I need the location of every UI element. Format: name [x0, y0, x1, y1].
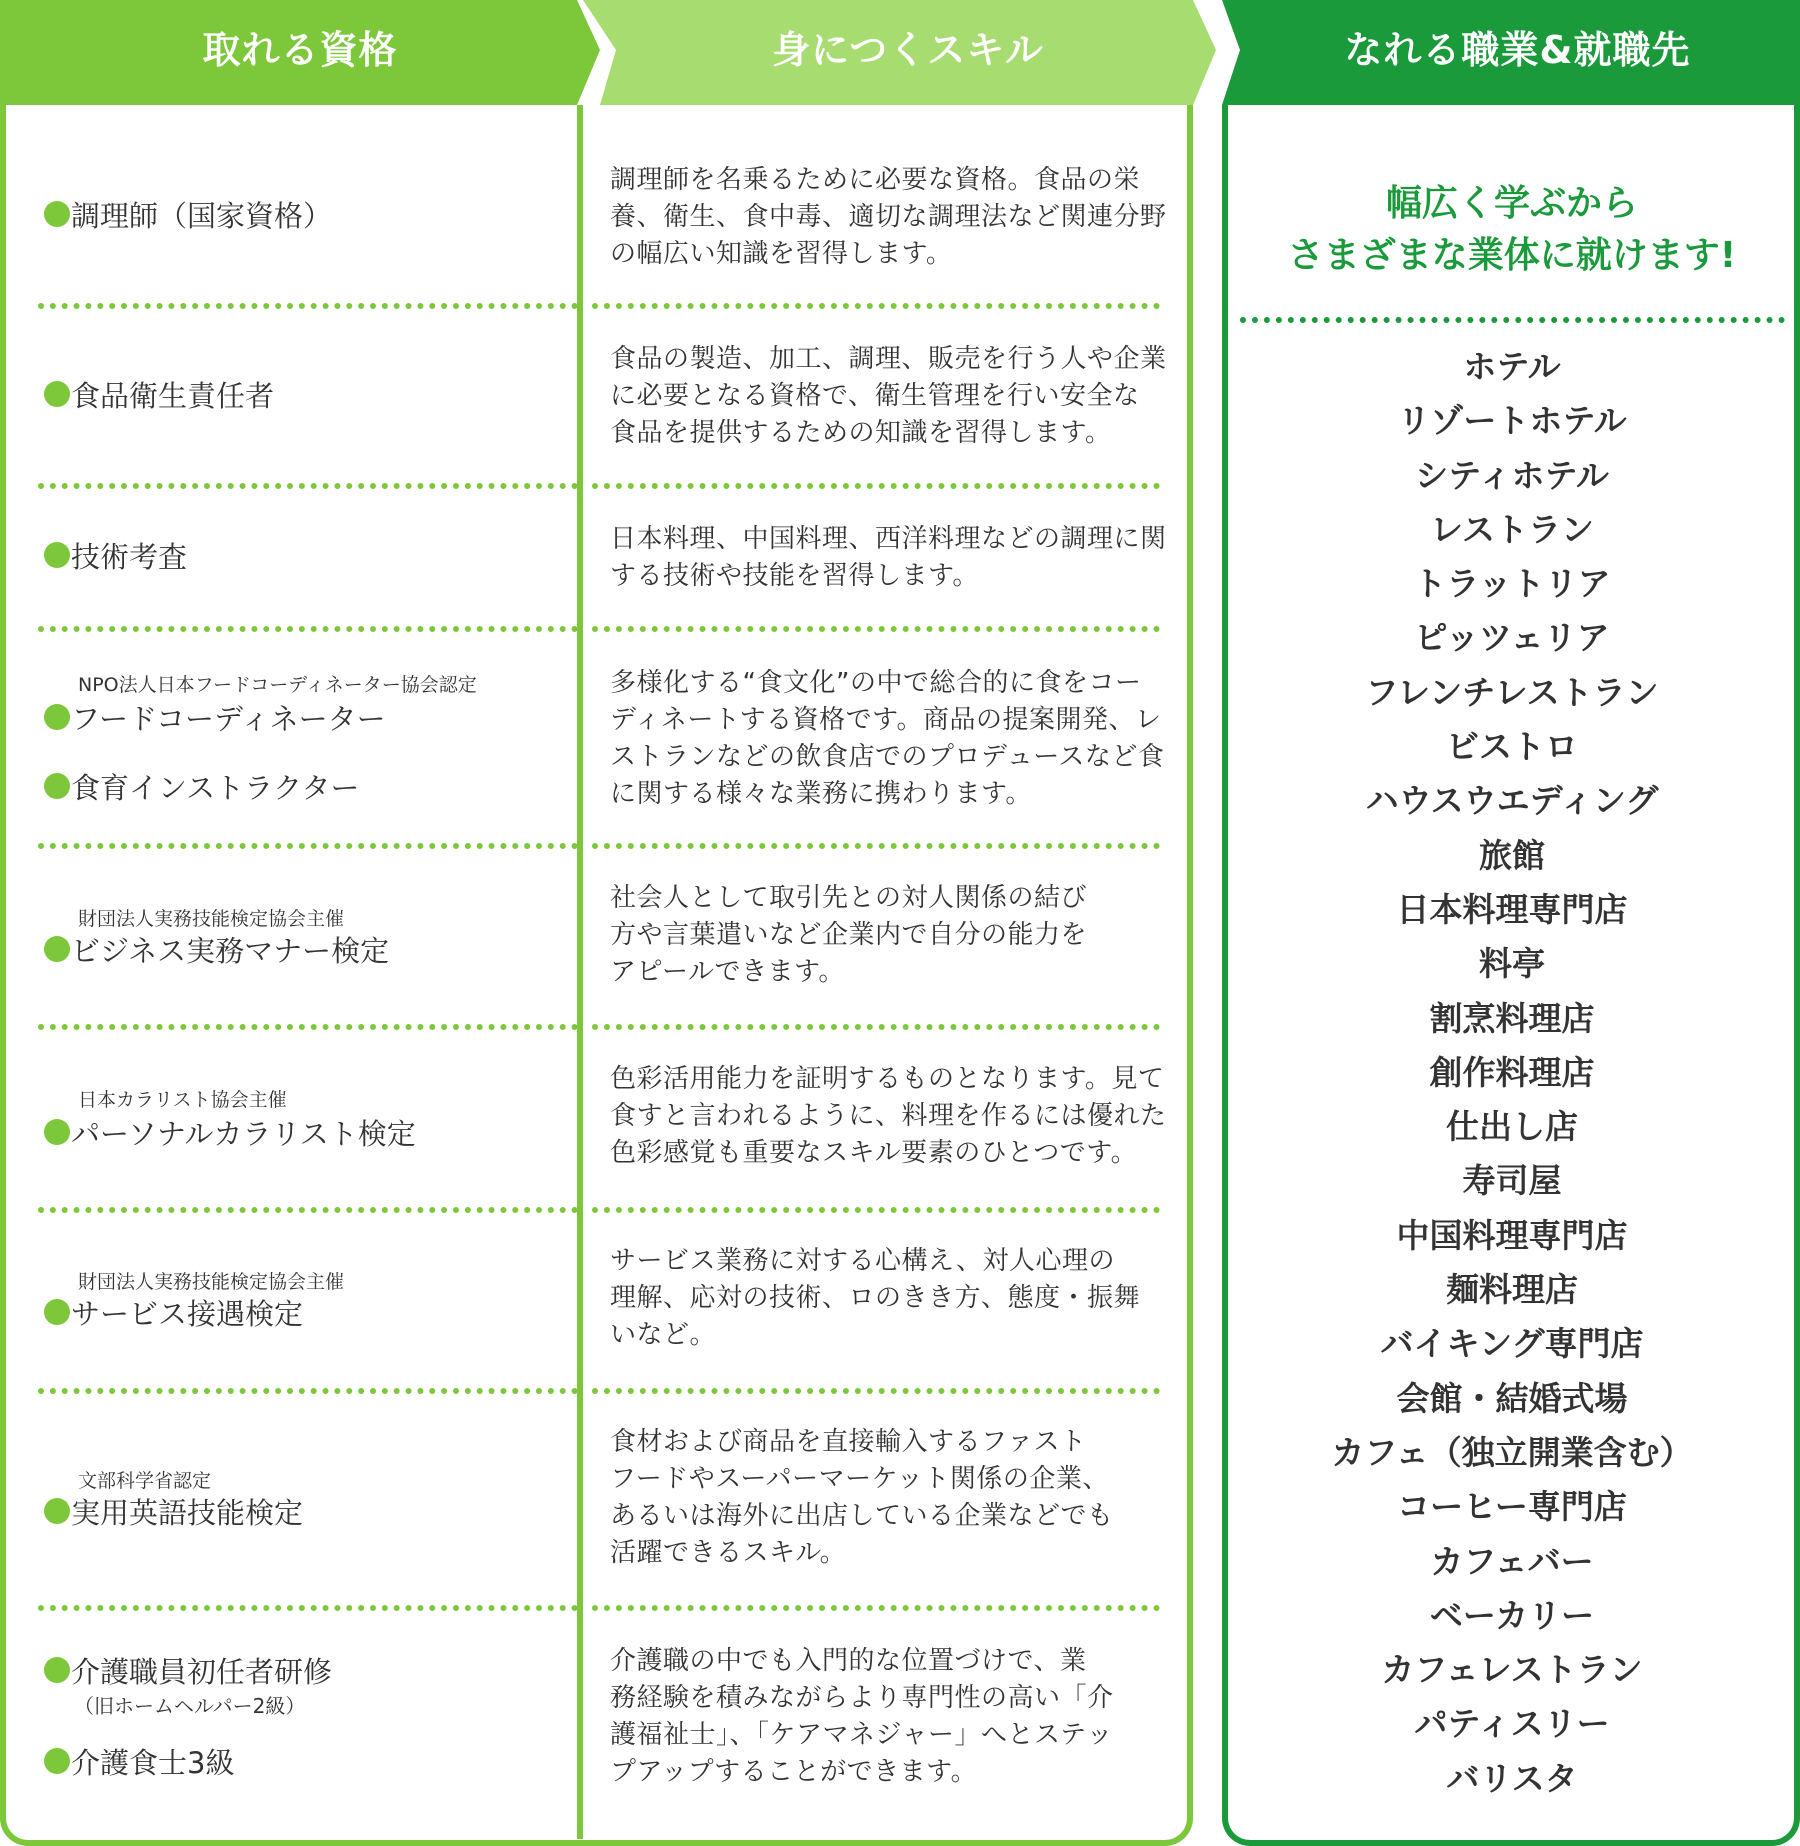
skill-description: 日本料理、中国料理、西洋料理などの調理に関 する技術や技能を習得します。	[610, 524, 1167, 591]
row-separator	[592, 303, 1160, 309]
qualification-note: 財団法人実務技能検定協会主催	[78, 1271, 345, 1293]
career-item: シティホテル	[1415, 455, 1609, 495]
qualification-item	[44, 535, 187, 575]
bullet-dot-icon	[44, 1498, 70, 1524]
skill-description: 色彩活用能力を証明するものとなります。見て 食すと言われるように、料理を作るには優れた 色彩感覚も重要なスキル要素のひとつです。	[610, 1064, 1167, 1168]
career-item: バイキング専門店	[1380, 1324, 1644, 1364]
qualification-item	[44, 766, 360, 806]
qualification-item	[44, 697, 386, 737]
qualification-item	[44, 1741, 234, 1781]
row-separator	[38, 843, 578, 849]
skills-header: 身につくスキル	[772, 28, 1044, 72]
career-item: トラットリア	[1413, 564, 1611, 604]
skill-description: 多様化する“食文化”の中で総合的に食をコー ディネートする資格です。商品の提案開発、レ ストランなどの飲食店でのプロデュースなど食 に関する様々な業務に携わります。	[610, 668, 1165, 809]
row-separator	[592, 1207, 1160, 1213]
qualification-item	[44, 1491, 303, 1531]
row-separator	[592, 1388, 1160, 1394]
career-item: 料亭	[1479, 944, 1545, 984]
skill-description: 介護職の中でも入門的な位置づけで、業 務経験を積みながらより専門性の高い「介 護福祉士」、「ケアマネジャー」へとステッ プアップすることができます。	[610, 1646, 1114, 1787]
qualification-note: NPO法人日本フードコーディネーター協会認定	[78, 674, 477, 696]
bullet-dot-icon	[44, 1119, 70, 1145]
career-item: カフェレストラン	[1381, 1650, 1643, 1690]
bullet-dot-icon	[44, 1299, 70, 1325]
row-separator	[592, 483, 1160, 489]
qualification-label: 食育インストラクター	[71, 770, 360, 805]
career-item: レストラン	[1429, 509, 1594, 549]
qualification-item	[44, 1112, 416, 1152]
career-item: 創作料理店	[1429, 1052, 1595, 1092]
qualification-label: 技術考査	[71, 539, 188, 574]
careers-separator	[1240, 317, 1785, 323]
row-separator	[592, 1605, 1160, 1611]
bullet-dot-icon	[44, 381, 70, 407]
qualification-label: パーソナルカラリスト検定	[71, 1116, 416, 1151]
qualification-note: 日本カラリスト協会主催	[78, 1089, 287, 1111]
column-divider	[577, 105, 583, 1839]
bullet-dot-icon	[44, 1657, 70, 1683]
bullet-dot-icon	[44, 1748, 70, 1774]
career-item: 寿司屋	[1462, 1161, 1562, 1201]
qualification-item	[44, 1292, 303, 1332]
careers-lead: 幅広く学ぶから さまざまな業体に就けます!	[1287, 183, 1737, 276]
career-item: バリスタ	[1446, 1758, 1578, 1798]
career-item: 日本料理専門店	[1396, 889, 1628, 929]
bullet-dot-icon	[44, 773, 70, 799]
career-item: 割烹料理店	[1429, 998, 1595, 1038]
career-item: パティスリー	[1414, 1704, 1610, 1744]
row-separator	[38, 303, 578, 309]
row-separator	[592, 843, 1160, 849]
row-separator	[38, 1207, 578, 1213]
career-item: ベーカリー	[1429, 1595, 1595, 1635]
qualification-note: 財団法人実務技能検定協会主催	[78, 908, 345, 930]
skill-description: 社会人として取引先との対人関係の結び 方や言葉遣いなど企業内で自分の能力を アピールできます。	[610, 883, 1088, 987]
qualification-item	[44, 1650, 332, 1690]
career-item: 会館・結婚式場	[1396, 1378, 1628, 1418]
career-item: ホテル	[1463, 347, 1561, 386]
bullet-dot-icon	[44, 704, 70, 730]
qualification-item	[44, 929, 389, 969]
career-item: フレンチレストラン	[1365, 672, 1659, 712]
row-separator	[592, 626, 1160, 632]
bullet-dot-icon	[44, 542, 70, 568]
qualification-label: 実用英語技能検定	[71, 1495, 304, 1530]
qualifications-header: 取れる資格	[202, 28, 398, 72]
row-separator	[38, 1388, 578, 1394]
row-separator	[38, 626, 578, 632]
career-item: ピッツェリア	[1414, 618, 1610, 658]
skill-description: サービス業務に対する心構え、対人心理の 理解、応対の技術、ロのきき方、態度・振舞 いなど。	[610, 1246, 1141, 1350]
skill-description: 食材および商品を直接輸入するファスト フードやスーパーマーケット関係の企業、 あるいは海外に出店している企業などでも 活躍できるスキル。	[610, 1427, 1114, 1568]
row-separator	[38, 1024, 578, 1030]
career-item: 麺料理店	[1446, 1270, 1578, 1310]
bullet-dot-icon	[44, 936, 70, 962]
qualification-label: 介護食士3級	[71, 1745, 235, 1780]
qualification-item	[44, 194, 332, 234]
career-item: リゾートホテル	[1397, 401, 1627, 441]
qualification-label: 食品衛生責任者	[71, 378, 275, 413]
qualification-label: ビジネス実務マナー検定	[71, 933, 390, 968]
qualification-label: 介護職員初任者研修	[71, 1654, 333, 1689]
row-separator	[38, 483, 578, 489]
skill-description: 調理師を名乗るために必要な資格。食品の栄 養、衛生、食中毒、適切な調理法など関連分野 の幅広い知識を習得します。	[610, 165, 1167, 269]
career-item: コーヒー専門店	[1397, 1487, 1627, 1527]
careers-header: なれる職業&就職先	[1344, 28, 1691, 72]
career-item: ハウスウエディング	[1365, 781, 1659, 821]
row-separator	[592, 1024, 1160, 1030]
qualification-label: サービス接遇検定	[71, 1296, 304, 1331]
qualification-note: 文部科学省認定	[78, 1470, 212, 1492]
skill-description: 食品の製造、加工、調理、販売を行う人や企業 に必要となる資格で、衛生管理を行い安全な 食品を提供するための知識を習得します。	[610, 344, 1167, 448]
qualification-item	[44, 374, 274, 414]
career-item: カフェバー	[1430, 1541, 1594, 1581]
qualification-label: 調理師（国家資格）	[71, 198, 333, 233]
qualification-label: フードコーディネーター	[71, 701, 386, 736]
career-item: カフェ（独立開業含む）	[1331, 1432, 1693, 1472]
bullet-dot-icon	[44, 201, 70, 227]
career-item: 仕出し店	[1446, 1107, 1578, 1147]
qualification-sub-label: （旧ホームヘルパー2級）	[74, 1694, 306, 1718]
career-item: ビストロ	[1446, 727, 1578, 767]
career-item: 中国料理専門店	[1396, 1215, 1628, 1255]
careers-list	[1230, 340, 1794, 1806]
row-separator	[38, 1605, 578, 1611]
career-item: 旅館	[1479, 835, 1545, 875]
